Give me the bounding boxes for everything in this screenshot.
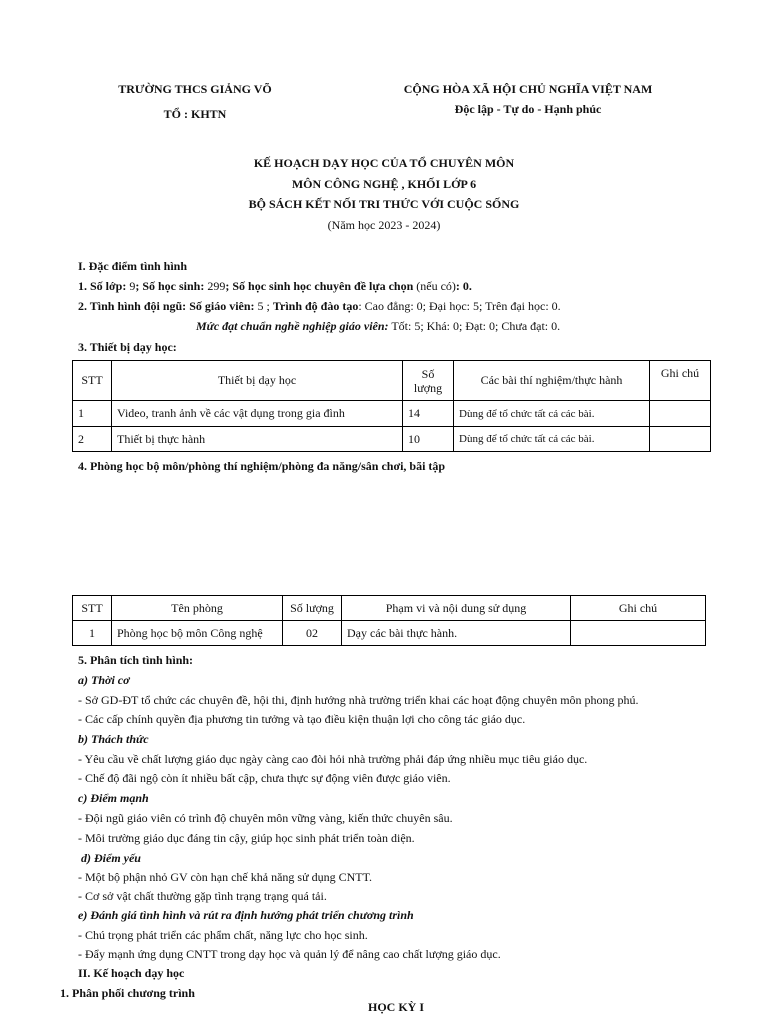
rooms-heading: 4. Phòng học bộ môn/phòng thí nghiệm/phòng đa năng/sân chơi, bãi tập [78,459,446,473]
assessment-heading: e) Đánh giá tình hình và rút ra định hướng phát triển chương trình [78,908,414,922]
header-cell: Số lượng [283,596,342,621]
table-cell: 02 [283,621,342,646]
table-row [73,401,711,427]
table-cell: Thiết bị thực hành [112,427,403,452]
classes-label: 1. Số lớp: [78,279,127,293]
students-label: ; Số học sinh: [135,279,205,293]
challenge-heading: b) Thách thức [78,732,149,746]
table-cell: 1 [73,621,112,646]
elective-note: (nếu có) [413,279,456,293]
nation-motto: Độc lập - Tự do - Hạnh phúc [454,102,602,116]
header-cell: STT [73,361,112,401]
strength-item: - Đội ngũ giáo viên có trình độ chuyên môn vững vàng, kiến thức chuyên sâu. [78,811,453,825]
table-header-row [73,361,711,401]
elective-label: ; Số học sinh học chuyên đề lựa chọn [225,279,414,293]
teachers-value: 5 ; [254,299,273,313]
table-row [73,621,706,646]
header-cell: Ghi chú [650,361,711,401]
table-cell [650,401,711,427]
header-cell: Phạm vi và nội dung sử dụng [342,596,571,621]
weakness-heading: d) Điểm yếu [81,851,141,865]
school-year: (Năm học 2023 - 2024) [327,218,441,232]
header-cell: Tên phòng [112,596,283,621]
table-row [73,427,711,452]
opportunity-item: - Sở GD-ĐT tổ chức các chuyên đề, hội thi, định hướng nhà trường triển khai các hoạt động chuyên môn phong phú. [78,693,639,707]
distribution-heading: 1. Phân phối chương trình [60,986,195,1000]
header-cell: Các bài thí nghiệm/thực hành [454,361,650,401]
teachers-label: Số giáo viên: [186,299,255,313]
table-cell: 2 [73,427,112,452]
table-cell: Dùng để tổ chức tất cả các bài. [454,401,650,427]
section1-heading: I. Đặc điểm tình hình [78,259,188,273]
assessment-item: - Đẩy mạnh ứng dụng CNTT trong dạy học và quản lý để nâng cao chất lượng giáo dục. [78,947,501,961]
semester-heading: HỌC KỲ I [367,1000,424,1014]
analysis-heading: 5. Phân tích tình hình: [78,653,194,667]
assessment-item: - Chú trọng phát triển các phẩm chất, năng lực cho học sinh. [78,928,368,942]
table-cell: 14 [403,401,454,427]
header-cell: Số lượng [403,361,454,401]
table-cell: 1 [73,401,112,427]
table-cell: Video, tranh ảnh về các vật dụng trong gia đình [112,401,403,427]
classes-value: 9 [126,279,136,293]
weakness-item: - Cơ sở vật chất thường gặp tình trạng trạng quá tải. [78,889,327,903]
table-cell: 10 [403,427,454,452]
group-name: TỔ : KHTN [163,107,227,121]
school-name: TRƯỜNG THCS GIẢNG VÕ [118,82,272,96]
header-cell: Ghi chú [571,596,706,621]
opportunity-item: - Các cấp chính quyền địa phương tin tưởng và tạo điều kiện thuận lợi cho công tác giáo dục. [78,712,526,726]
table-cell: Dùng để tổ chức tất cả các bài. [454,427,650,452]
doc-title-line2: MÔN CÔNG NGHỆ , KHỐI LỚP 6 [291,177,477,191]
table-cell: Dạy các bài thực hành. [342,621,571,646]
class-info-line [78,279,472,294]
training-label: Trình độ đào tạo [272,299,359,313]
section2-heading: II. Kế hoạch dạy học [78,966,185,980]
equipment-heading: 3. Thiết bị dạy học: [78,340,177,354]
rooms-table [72,595,706,646]
header-cell: STT [73,596,112,621]
elective-value: : 0. [455,279,472,293]
strength-item: - Môi trường giáo dục đáng tin cậy, giúp học sinh phát triển toàn diện. [78,831,415,845]
staff-label: 2. Tình hình đội ngũ: [78,299,187,313]
nation-title: CỘNG HÒA XÃ HỘI CHỦ NGHĨA VIỆT NAM [403,82,653,96]
header-cell: Thiết bị dạy học [112,361,403,401]
doc-title-line3: BỘ SÁCH KẾT NỐI TRI THỨC VỚI CUỘC SỐNG [248,197,520,211]
standard-value: Tốt: 5; Khá: 0; Đạt: 0; Chưa đạt: 0. [388,319,561,333]
weakness-item: - Một bộ phận nhỏ GV còn hạn chế khả năng sử dụng CNTT. [78,870,373,884]
table-cell: Phòng học bộ môn Công nghệ [112,621,283,646]
staff-info-line [78,299,561,314]
challenge-item: - Yêu cầu về chất lượng giáo dục ngày càng cao đòi hỏi nhà trường phải đáp ứng nhiều mục tiêu giáo dục. [78,752,588,766]
standard-info-line [196,319,560,334]
doc-title-line1: KẾ HOẠCH DẠY HỌC CỦA TỔ CHUYÊN MÔN [253,156,515,170]
training-value: : Cao đẳng: 0; Đại học: 5; Trên đại học: 0. [358,299,561,313]
challenge-item: - Chế độ đãi ngộ còn ít nhiều bất cập, chưa thực sự động viên được giáo viên. [78,771,451,785]
standard-label: Mức đạt chuẩn nghề nghiệp giáo viên: [196,319,389,333]
strength-heading: c) Điểm mạnh [78,791,149,805]
opportunity-heading: a) Thời cơ [78,673,130,687]
students-value: 299 [204,279,226,293]
table-cell [571,621,706,646]
table-cell [650,427,711,452]
table-header-row [73,596,706,621]
equipment-table [72,360,711,452]
